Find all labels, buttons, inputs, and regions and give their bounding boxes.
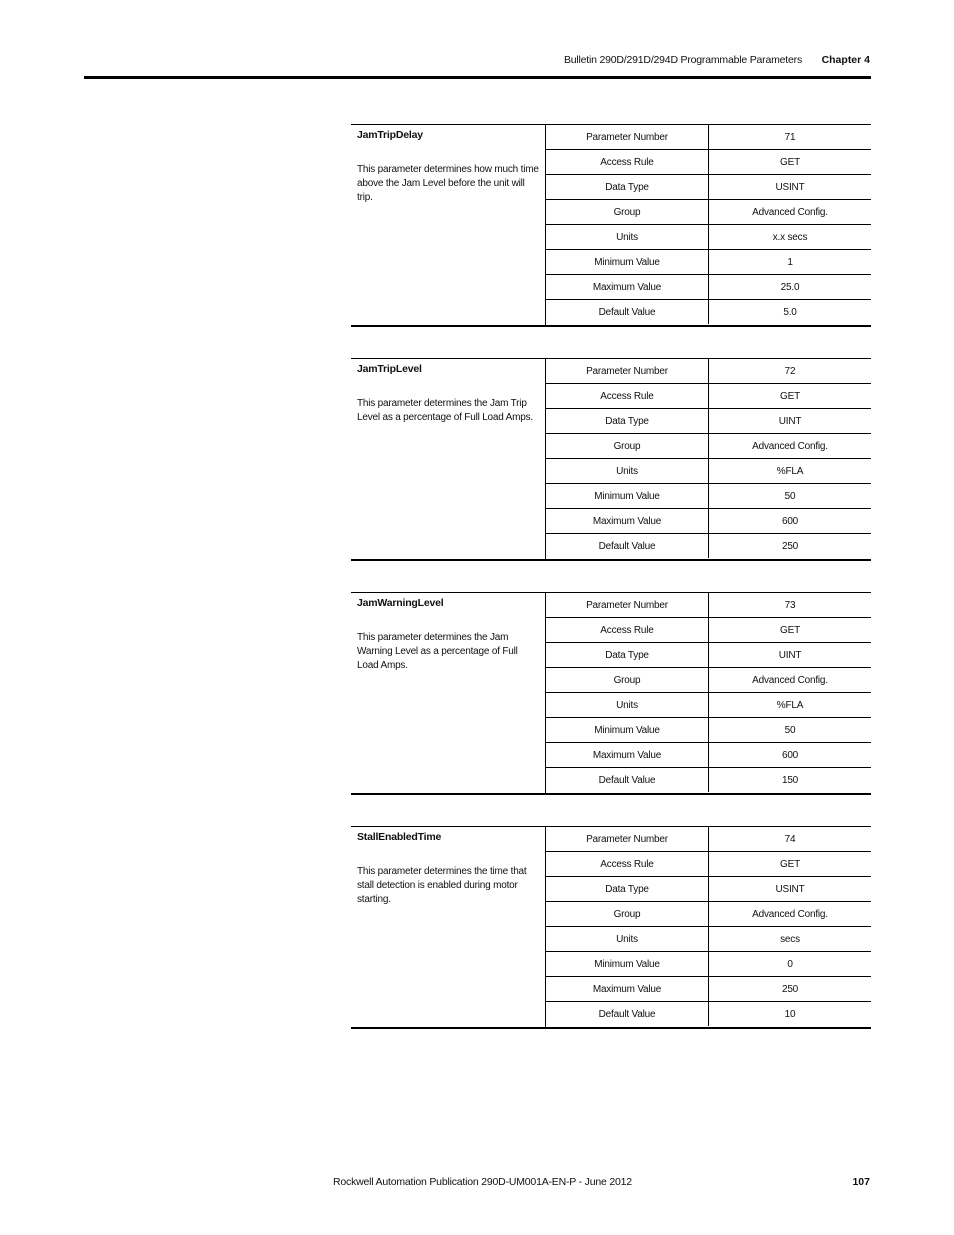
table-row [546, 718, 871, 743]
table-row [546, 1002, 871, 1027]
table-row [546, 827, 871, 852]
row-value: 600 [709, 509, 872, 534]
table-row [546, 225, 871, 250]
parameter-block-jamtripdelay [351, 124, 871, 327]
row-key: Default Value [546, 1002, 709, 1027]
row-value: 25.0 [709, 275, 872, 300]
row-key: Units [546, 459, 709, 484]
row-value: 250 [781, 540, 799, 552]
row-key: Maximum Value [546, 509, 709, 534]
row-value: UINT [709, 643, 872, 668]
table-row [546, 509, 871, 534]
row-value: GET [709, 150, 872, 175]
table-row [546, 409, 871, 434]
parameter-info [351, 827, 546, 1027]
row-key: Group [546, 200, 709, 225]
row-key: Parameter Number [546, 593, 709, 618]
table-row [546, 175, 871, 200]
row-value: USINT [709, 877, 872, 902]
table-row [546, 125, 871, 150]
row-value: 73 [709, 593, 872, 618]
parameter-description: This parameter determines the Jam Trip Level as a percentage of Full Load Amps. [357, 398, 534, 423]
row-key: Parameter Number [546, 359, 709, 384]
row-value: 50 [709, 484, 872, 509]
table-row [546, 275, 871, 300]
row-value: GET [709, 384, 872, 409]
row-key: Parameter Number [546, 125, 709, 150]
parameter-table [546, 359, 871, 558]
row-key: Minimum Value [546, 250, 709, 275]
table-row [546, 459, 871, 484]
row-value: 150 [781, 774, 799, 786]
table-row [546, 977, 871, 1002]
header-title: Bulletin 290D/291D/294D Programmable Parameters [563, 54, 802, 66]
table-row [546, 618, 871, 643]
table-row [546, 852, 871, 877]
row-value: Advanced Config. [709, 668, 872, 693]
row-key: Units [546, 225, 709, 250]
row-key: Minimum Value [546, 484, 709, 509]
parameter-name: JamTripLevel [357, 363, 422, 375]
parameter-info [351, 593, 546, 793]
row-value: 5.0 [783, 306, 797, 318]
row-value: Advanced Config. [709, 434, 872, 459]
table-row [546, 250, 871, 275]
row-value: Advanced Config. [709, 902, 872, 927]
table-row [546, 743, 871, 768]
row-value: 0 [709, 952, 872, 977]
table-row [546, 384, 871, 409]
row-value: UINT [709, 409, 872, 434]
parameter-block-stallenabledtime [351, 826, 871, 1029]
row-key: Units [546, 927, 709, 952]
table-row [546, 534, 871, 559]
parameter-table [546, 827, 871, 1026]
table-row [546, 952, 871, 977]
row-value: x.x secs [709, 225, 872, 250]
table-row [546, 593, 871, 618]
row-value: 71 [709, 125, 872, 150]
row-key: Access Rule [546, 150, 709, 175]
table-row [546, 877, 871, 902]
table-row [546, 150, 871, 175]
publication-info: Rockwell Automation Publication 290D-UM001A-EN-P - June 2012 [333, 1176, 632, 1188]
row-value: GET [709, 618, 872, 643]
table-row [546, 300, 871, 325]
row-key: Units [546, 693, 709, 718]
row-key: Default Value [546, 534, 709, 559]
table-row [546, 359, 871, 384]
row-value: 74 [709, 827, 872, 852]
table-row [546, 200, 871, 225]
table-row [546, 902, 871, 927]
row-key: Minimum Value [546, 952, 709, 977]
table-row [546, 668, 871, 693]
row-value: 50 [709, 718, 872, 743]
row-value: USINT [709, 175, 872, 200]
row-key: Minimum Value [546, 718, 709, 743]
row-key: Maximum Value [546, 977, 709, 1002]
parameter-table [546, 593, 871, 792]
row-key: Default Value [546, 768, 709, 793]
row-key: Parameter Number [546, 827, 709, 852]
parameter-description: This parameter determines the Jam Warning Level as a percentage of Full Load Amps. [357, 632, 518, 671]
table-row [546, 643, 871, 668]
table-row [546, 693, 871, 718]
row-value: 1 [709, 250, 872, 275]
header-chapter: Chapter 4 [821, 54, 870, 66]
parameter-table [546, 125, 871, 324]
row-key: Maximum Value [546, 275, 709, 300]
parameter-name: JamTripDelay [357, 129, 423, 141]
row-value: 72 [709, 359, 872, 384]
row-key: Data Type [546, 175, 709, 200]
row-key: Maximum Value [546, 743, 709, 768]
parameter-name: JamWarningLevel [357, 597, 444, 609]
row-key: Data Type [546, 643, 709, 668]
row-value: secs [709, 927, 872, 952]
page-number: 107 [852, 1176, 870, 1188]
row-value: 10 [784, 1008, 796, 1020]
row-key: Access Rule [546, 384, 709, 409]
row-key: Data Type [546, 409, 709, 434]
parameter-block-jamtriplevel [351, 358, 871, 561]
page-header [84, 51, 871, 79]
parameter-description: This parameter determines the time that stall detection is enabled during motor starting. [357, 866, 527, 905]
table-row [546, 927, 871, 952]
row-value: GET [709, 852, 872, 877]
row-key: Group [546, 668, 709, 693]
row-key: Group [546, 902, 709, 927]
row-key: Default Value [546, 300, 709, 325]
row-value: %FLA [709, 459, 872, 484]
row-value: %FLA [709, 693, 872, 718]
row-value: 250 [709, 977, 872, 1002]
table-row [546, 768, 871, 793]
row-key: Access Rule [546, 618, 709, 643]
row-key: Group [546, 434, 709, 459]
row-value: Advanced Config. [709, 200, 872, 225]
row-key: Access Rule [546, 852, 709, 877]
parameter-block-jamwarninglevel [351, 592, 871, 795]
parameter-info [351, 359, 546, 559]
parameter-name: StallEnabledTime [357, 831, 442, 843]
table-row [546, 434, 871, 459]
row-key: Data Type [546, 877, 709, 902]
row-value: 600 [709, 743, 872, 768]
parameter-description: This parameter determines how much time above the Jam Level before the unit will trip. [357, 164, 539, 203]
parameter-info [351, 125, 546, 325]
table-row [546, 484, 871, 509]
